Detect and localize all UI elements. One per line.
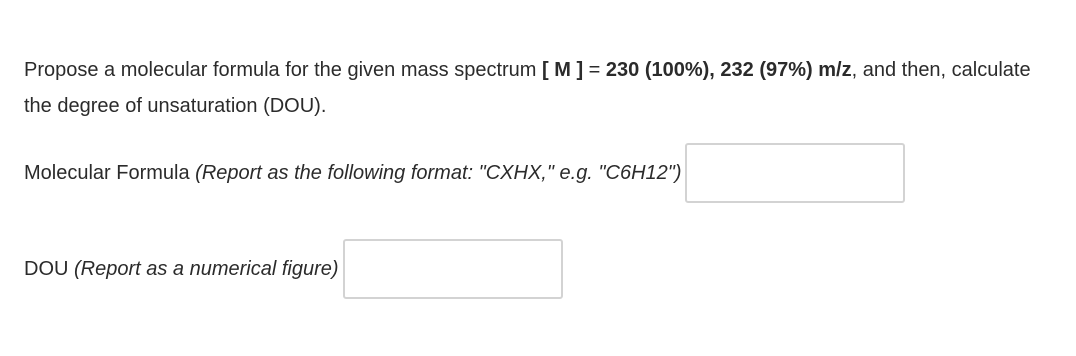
molecular-formula-hint: (Report as the following format: "CXHX," e.g. "C6H12") xyxy=(195,161,682,184)
equals-sign: = xyxy=(583,59,606,81)
bracket-open: [ xyxy=(542,59,555,81)
molecular-ion-label: M xyxy=(554,59,571,81)
dou-hint: (Report as a numerical figure) xyxy=(74,257,339,280)
molecular-formula-row xyxy=(24,143,905,203)
bracket-close: ] xyxy=(570,59,584,81)
dou-label-text: DOU xyxy=(24,257,74,280)
question-text xyxy=(24,52,1054,124)
molecular-formula-label-text: Molecular Formula xyxy=(24,161,196,184)
molecular-formula-input[interactable] xyxy=(685,143,905,203)
dou-row xyxy=(24,239,563,299)
dou-label xyxy=(24,258,339,281)
molecular-formula-label xyxy=(24,162,682,185)
question-continuation: , and then, calculate the degree of unsaturation (DOU). xyxy=(24,59,1031,117)
question-intro: Propose a molecular formula for the given mass spectrum xyxy=(24,59,542,81)
dou-input[interactable] xyxy=(343,239,563,299)
mass-spectrum-values: 230 (100%), 232 (97%) m/z xyxy=(605,59,852,81)
